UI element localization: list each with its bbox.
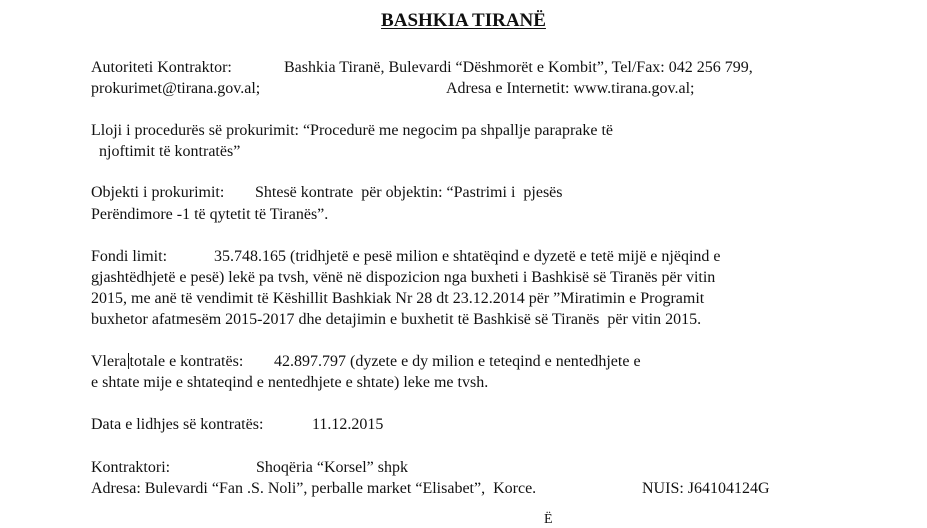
procedura-line-1: Lloji i procedurës së prokurimit: “Procedurë me negocim pa shpallje paraprake të [91, 122, 614, 139]
vlera-line-1 [91, 352, 243, 372]
data-lidhjes-label: Data e lidhjes së kontratës: [91, 416, 264, 433]
data-lidhjes-value: 11.12.2015 [312, 416, 384, 433]
kontraktori-label: Kontraktori: [91, 459, 171, 476]
fondi-label: Fondi limit: [91, 248, 168, 265]
fondi-line-2: gjashtëdhjetë e pesë) lekë pa tvsh, vënë në dispozicion nga buxheti i Bashkisë së Tiranës për vitin [91, 269, 716, 286]
bottom-mark: Ë [544, 512, 553, 527]
fondi-line-3: 2015, me anë të vendimit të Këshillit Bashkiak Nr 28 dt 23.12.2014 për ”Miratimin e Programit [91, 290, 705, 307]
autoriteti-email: prokurimet@tirana.gov.al; [91, 80, 261, 97]
autoriteti-value: Bashkia Tiranë, Bulevardi “Dëshmorët e Kombit”, Tel/Fax: 042 256 799, [284, 59, 753, 76]
kontraktori-nuis: NUIS: J64104124G [642, 480, 770, 497]
fondi-line-4: buxhetor afatmesëm 2015-2017 dhe detajimin e buxhetit të Bashkisë së Tiranës për vitin 2015. [91, 311, 702, 328]
objekti-line-2: Perëndimore -1 të qytetit të Tiranës”. [91, 206, 329, 223]
page-title: BASHKIA TIRANË [381, 10, 546, 31]
vlera-value: 42.897.797 (dyzete e dy milion e teteqind e nentedhjete e [274, 353, 641, 370]
objekti-value: Shtesë kontrate për objektin: “Pastrimi i pjesës [255, 184, 563, 201]
procedura-line-2: njoftimit të kontratës” [99, 143, 241, 160]
vlera-line-2: e shtate mije e shtateqind e nentedhjete e shtate) leke me tvsh. [91, 374, 489, 391]
autoriteti-web: Adresa e Internetit: www.tirana.gov.al; [446, 80, 695, 97]
objekti-label: Objekti i prokurimit: [91, 184, 225, 201]
kontraktori-adresa: Adresa: Bulevardi “Fan .S. Noli”, perballe market “Elisabet”, Korce. [91, 480, 537, 497]
kontraktori-value: Shoqëria “Korsel” shpk [256, 459, 408, 476]
autoriteti-label: Autoriteti Kontraktor: [91, 59, 232, 76]
text-cursor [128, 353, 129, 369]
vlera-label-b: totale e kontratës: [129, 353, 244, 370]
vlera-label-a: Vlera [91, 353, 127, 370]
fondi-line-1: 35.748.165 (tridhjetë e pesë milion e shtatëqind e dyzetë e tetë mijë e njëqind e [214, 248, 721, 265]
